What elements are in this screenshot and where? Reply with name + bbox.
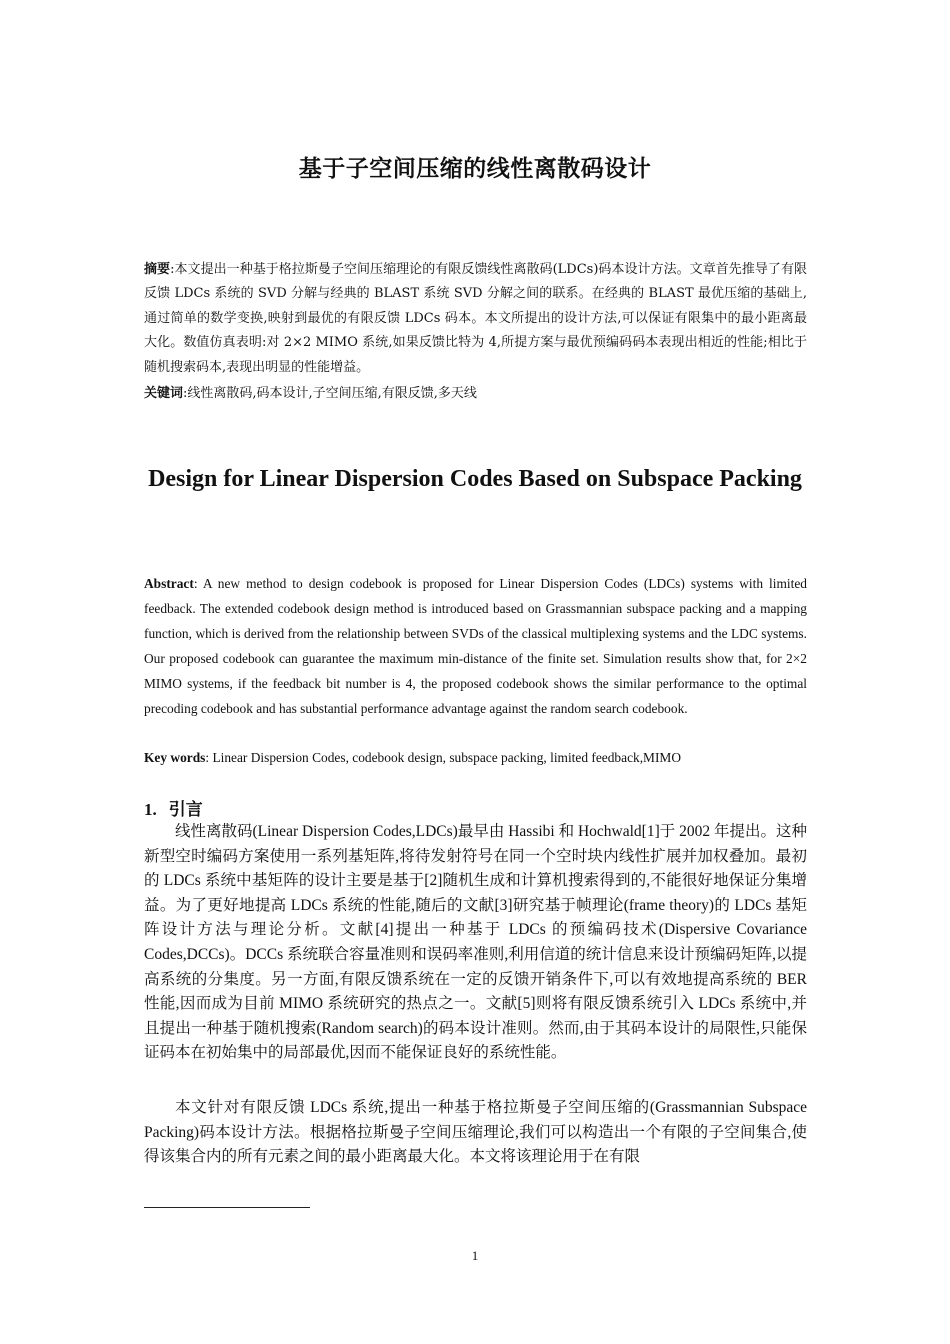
section-heading	[144, 795, 203, 820]
english-abstract	[144, 571, 807, 721]
chinese-keywords-separator: :	[183, 386, 188, 401]
english-keywords	[144, 745, 807, 770]
chinese-keywords-text: 线性离散码,码本设计,子空间压缩,有限反馈,多天线	[187, 386, 477, 401]
chinese-abstract-label: 摘要	[144, 262, 171, 277]
page-number: 1	[471, 1248, 479, 1263]
section-number: 1.	[144, 800, 157, 819]
chinese-abstract-text: 本文提出一种基于格拉斯曼子空间压缩理论的有限反馈线性离散码(LDCs)码本设计方法。文章首先推导了有限反馈 LDCs 系统的 SVD 分解与经典的 BLAST 系统 SVD 分解之间的联系。在经典的 BLAST 最优压缩的基础上,通过简单的数学变换,映射到最优的有限反馈 LDCs 码本。本文所提出的设计方法,可以保证有限集中的最小距离最大化。数值仿真表明:对 2×2 MIMO 系统,如果反馈比特为 4,所提方案与最优预编码码本表现出相近的性能;相比于随机搜索码本,表现出明显的性能增益。	[144, 262, 807, 375]
english-keywords-text: : Linear Dispersion Codes, codebook design, subspace packing, limited feedback,MIMO	[205, 750, 681, 765]
footnote-divider	[144, 1207, 310, 1208]
chinese-abstract	[144, 258, 807, 380]
body-paragraph: 本文针对有限反馈 LDCs 系统,提出一种基于格拉斯曼子空间压缩的(Grassmannian Subspace Packing)码本设计方法。根据格拉斯曼子空间压缩理论,我们可以构造出一个有限的子空间集合,使得该集合内的所有元素之间的最小距离最大化。本文将该理论用于在有限	[144, 1099, 807, 1166]
chinese-title: 基于子空间压缩的线性离散码设计	[298, 156, 652, 182]
english-abstract-text: : A new method to design codebook is proposed for Linear Dispersion Codes (LDCs) systems with limited feedback. The extended codebook design method is introduced based on Grassmannian subspace packing and a mapping function, which is derived from the relationship between SVDs of the classical multiplexing systems and the LDC systems. Our proposed codebook can guarantee the maximum min-distance of the finite set. Simulation results show that, for 2×2 MIMO systems, if the feedback bit number is 4, the proposed codebook shows the similar performance to the optimal precoding codebook and has substantial performance advantage against the random search codebook.	[144, 576, 807, 716]
body-paragraph: 线性离散码(Linear Dispersion Codes,LDCs)最早由 Hassibi 和 Hochwald[1]于 2002 年提出。这种新型空时编码方案使用一系列基矩阵,将待发射符号在同一个空时块内线性扩展并加权叠加。最初的 LDCs 系统中基矩阵的设计主要是基于[2]随机生成和计算机搜索得到的,不能很好地保证分集增益。为了更好地提高 LDCs 系统的性能,随后的文献[3]研究基于帧理论(frame theory)的 LDCs 基矩阵设计方法与理论分析。文献[4]提出一种基于 LDCs 的预编码技术(Dispersive Covariance Codes,DCCs)。DCCs 系统联合容量准则和误码率准则,利用信道的统计信息来设计预编码矩阵,以提高系统的分集度。另一方面,有限反馈系统在一定的反馈开销条件下,可以有效地提高系统的 BER 性能,因而成为目前 MIMO 系统研究的热点之一。文献[5]则将有限反馈系统引入 LDCs 系统中,并且提出一种基于随机搜索(Random search)的码本设计准则。然而,由于其码本设计的局限性,只能保证码本在初始集中的局部最优,因而不能保证良好的系统性能。	[144, 823, 807, 1062]
section-title: 引言	[168, 800, 203, 820]
english-title: Design for Linear Dispersion Codes Based on Subspace Packing	[148, 466, 802, 492]
english-keywords-label: Key words	[144, 750, 206, 765]
chinese-keywords-label: 关键词	[144, 386, 184, 401]
chinese-abstract-separator: :	[170, 262, 175, 277]
english-abstract-label: Abstract	[144, 576, 194, 591]
chinese-keywords	[144, 382, 807, 406]
